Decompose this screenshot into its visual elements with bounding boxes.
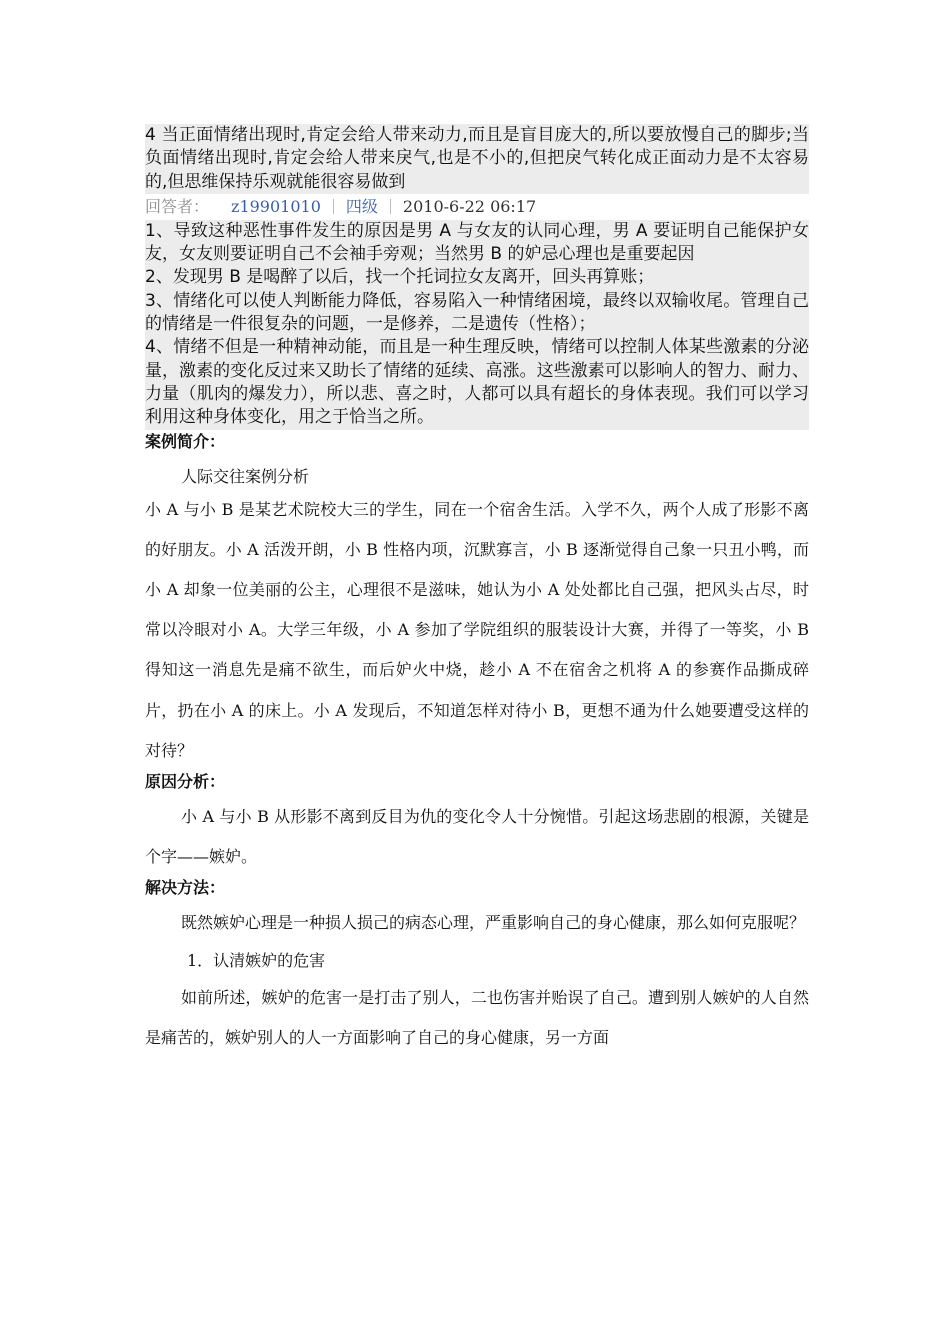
solution-item-1-title: 1．认清嫉妒的危害 <box>187 950 326 970</box>
cause-heading: 原因分析： <box>145 771 226 791</box>
solution-heading: 解决方法： <box>145 878 226 898</box>
answerer-level-link[interactable]: 四级 <box>345 196 378 216</box>
case-intro-heading: 案例简介： <box>145 431 226 451</box>
qa-answer-points <box>145 220 809 430</box>
meta-divider <box>390 199 391 214</box>
answer-point: 4、情绪不但是一种精神动能，而且是一种生理反映，情绪可以控制人体某些激素的分泌量，激素的变化反过来又助长了情绪的延续、高涨。这些激素可以影响人的智力、耐力、力量（肌肉的爆发力），所以悲、喜之时，人都可以具有超长的身体表现。我们可以学习利用这种身体变化，用之于恰当之所。 <box>145 337 809 428</box>
answer-timestamp: 2010-6-22 06:17 <box>402 196 537 216</box>
solution-item-1-text: 如前所述，嫉妒的危害一是打击了别人，二也伤害并贻误了自己。遭到别人嫉妒的人自然是痛苦的，嫉妒别人的人一方面影响了自己的身心健康，另一方面 <box>145 987 809 1047</box>
solution-text: 既然嫉妒心理是一种损人损己的病态心理，严重影响自己的身心健康，那么如何克服呢？ <box>181 913 806 933</box>
answer-point: 1、导致这种恶性事件发生的原因是男 A 与女友的认同心理，男 A 要证明自己能保护女友，女友则要证明自己不会袖手旁观；当然男 B 的妒忌心理也是重要起因 <box>145 220 809 265</box>
answerer-label: 回答者： <box>145 196 210 216</box>
answerer-username-link[interactable]: z19901010 <box>231 196 321 216</box>
answer-meta-row <box>145 194 809 220</box>
answer-top-text: 4 当正面情绪出现时,肯定会给人带来动力,而且是盲目庞大的,所以要放慢自己的脚步;当负面情绪出现时,肯定会给人带来戾气,也是不小的,但把戾气转化成正面动力是不太容易的,但思维保持乐观就能很容易做到 <box>145 125 809 192</box>
case-intro-text: 小 A 与小 B 是某艺术院校大三的学生，同在一个宿舍生活。入学不久，两个人成了形影不离的好朋友。小 A 活泼开朗，小 B 性格内项，沉默寡言，小 B 逐渐觉得自己象一只丑小鸭，而小 A 却象一位美丽的公主，心理很不是滋味，她认为小 A 处处都比自己强，把风头占尽，时常以冷眼对小 A。大学三年级，小 A 参加了学院组织的服装设计大赛，并得了一等奖，小 B 得知这一消息先是痛不欲生，而后妒火中烧，趁小 A 不在宿舍之机将 A 的参赛作品撕成碎片，扔在小 A 的床上。小 A 发现后，不知道怎样对待小 B，更想不通为什么她要遭受这样的对待？ <box>145 499 809 760</box>
cause-text: 小 A 与小 B 从形影不离到反目为仇的变化令人十分惋惜。引起这场悲剧的根源，关键是个字——嫉妒。 <box>145 806 809 867</box>
meta-divider <box>333 199 334 214</box>
answer-point: 3、情绪化可以使人判断能力降低，容易陷入一种情绪困境，最终以双输收尾。管理自己的情绪是一件很复杂的问题，一是修养，二是遗传（性格）； <box>145 290 809 335</box>
qa-answer-top <box>145 124 809 194</box>
document-page <box>145 124 809 1058</box>
answer-point: 2、发现男 B 是喝醉了以后，找一个托词拉女友离开，回头再算账； <box>145 267 655 288</box>
case-intro-subtitle: 人际交往案例分析 <box>181 466 310 486</box>
